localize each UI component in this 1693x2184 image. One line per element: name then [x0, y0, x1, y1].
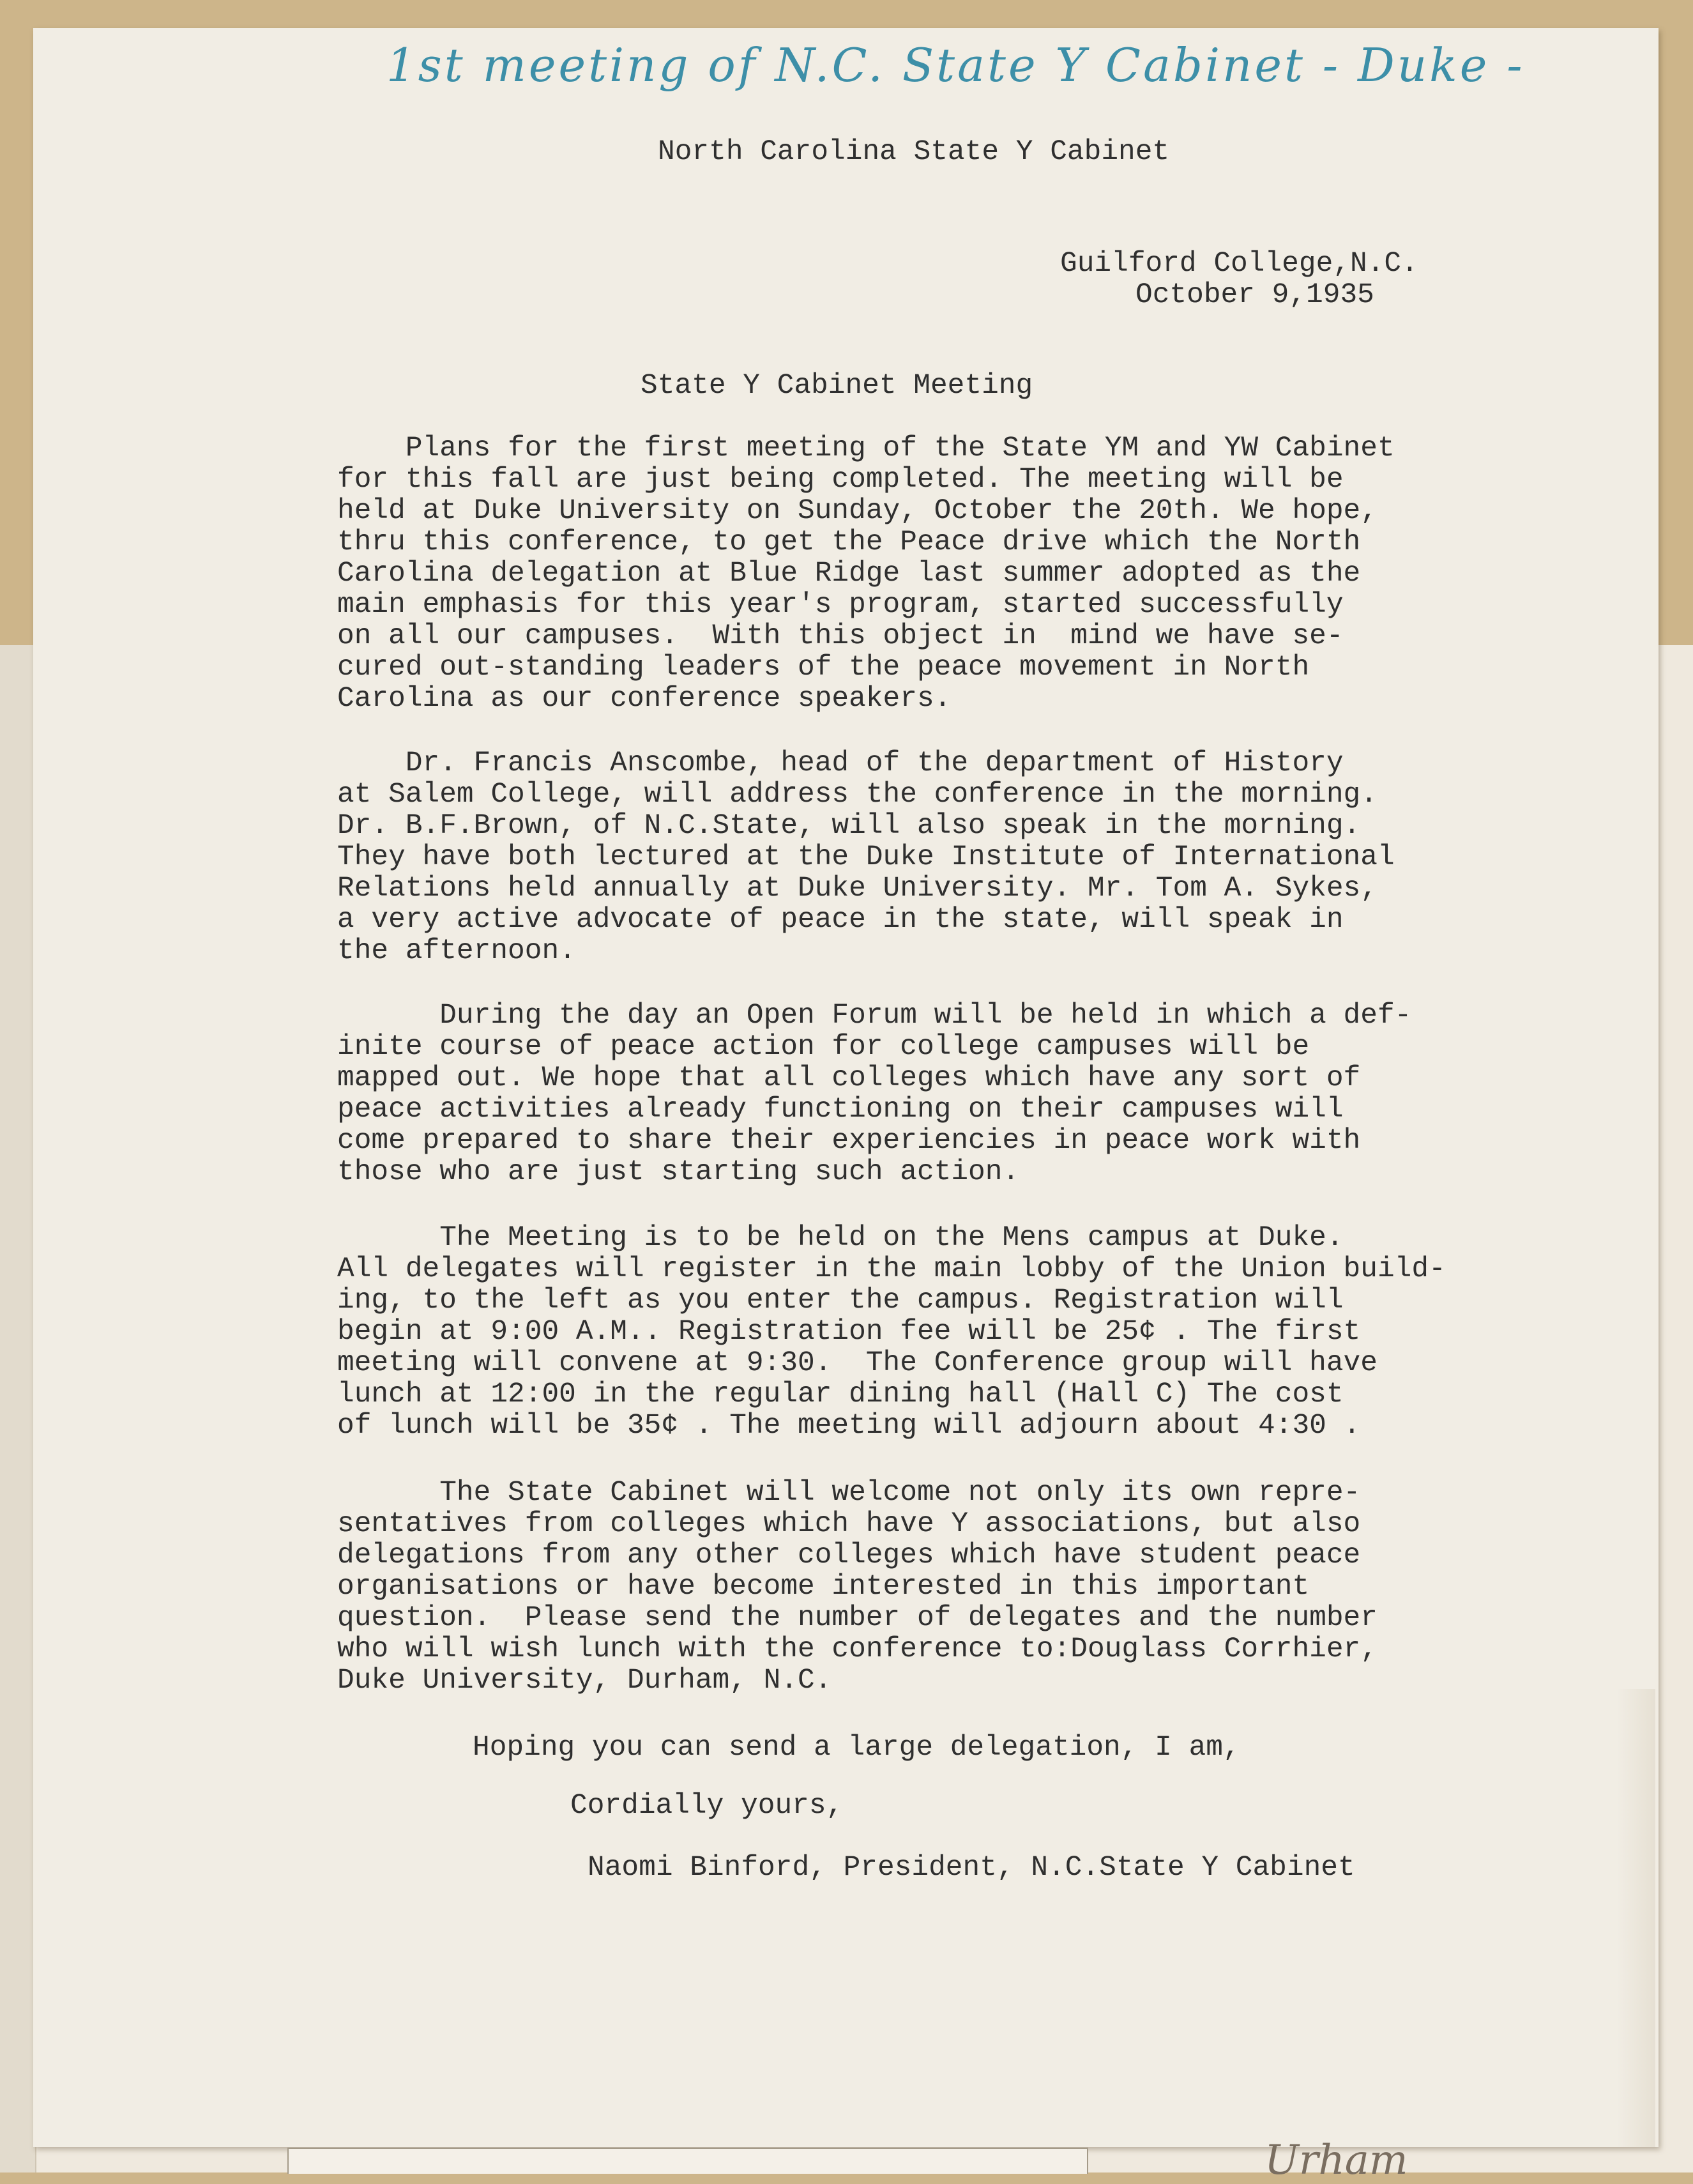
paragraph-open-forum: During the day an Open Forum will be held in which a def- inite course of peace action for college campuses will be mapped out. We hope that all colleges which have any sort of peace activities already functioning on their campuses will come prepared to share their experiencies in peace work with those who are just starting such action. — [337, 1000, 1412, 1188]
lower-document-strip — [287, 2148, 1088, 2174]
paragraph-logistics: The Meeting is to be held on the Mens campus at Duke. All delegates will register in the main lobby of the Union build- ing, to the left as you enter the campus. Registration will begin at 9:00 A.M.. Registration fee will be 25¢ . The first meeting will convene at 9:30. The Conference group will have lunch at 12:00 in the regular dining hall (Hall C) The cost of lunch will be 35¢ . The meeting will adjourn about 4:30 . — [337, 1222, 1446, 1442]
closing-line: Hoping you can send a large delegation, I am, — [473, 1732, 1240, 1764]
signature: Naomi Binford, President, N.C.State Y Cabinet — [588, 1852, 1355, 1884]
letter-place: Guilford College,N.C. — [1060, 248, 1418, 280]
paragraph-invitation: The State Cabinet will welcome not only its own repre- sentatives from colleges which have Y associations, but also delegations from any other colleges which have student peace organisations or have become interested in this important question. Please send the number of delegates and the number who will wish lunch with the conference to:Douglass Corrhier, Duke University, Durham, N.C. — [337, 1477, 1378, 1697]
salutation: Cordially yours, — [570, 1790, 844, 1822]
letter-date: October 9,1935 — [1135, 279, 1374, 311]
handwritten-annotation: 1st meeting of N.C. State Y Cabinet - Duke - — [386, 38, 1525, 92]
paragraph-speakers: Dr. Francis Anscombe, head of the department of History at Salem College, will address the conference in the morning. Dr. B.F.Brown, of N.C.State, will also speak in the morning. They have both lectured at the Duke Institute of International Relations held annually at Duke University. Mr. Tom A. Sykes, a very active advocate of peace in the state, will speak in the afternoon. — [337, 747, 1395, 967]
letterhead-title: North Carolina State Y Cabinet — [658, 136, 1170, 168]
bottom-handwriting: Urham — [1264, 2137, 1408, 2184]
backing-board-edge — [0, 645, 36, 2173]
paragraph-plans: Plans for the first meeting of the State YM and YW Cabinet for this fall are just being completed. The meeting will be held at Duke University on Sunday, October the 20th. We hope, thru this conference, to get the Peace drive which the North Carolina delegation at Blue Ridge last summer adopted as the main emphasis for this year's program, started successfully on all our campuses. With this object in mind we have se- cured out-standing leaders of the peace movement in North Carolina as our conference speakers. — [337, 432, 1395, 715]
subject-line: State Y Cabinet Meeting — [641, 370, 1033, 402]
page-fold — [1617, 1689, 1655, 2147]
